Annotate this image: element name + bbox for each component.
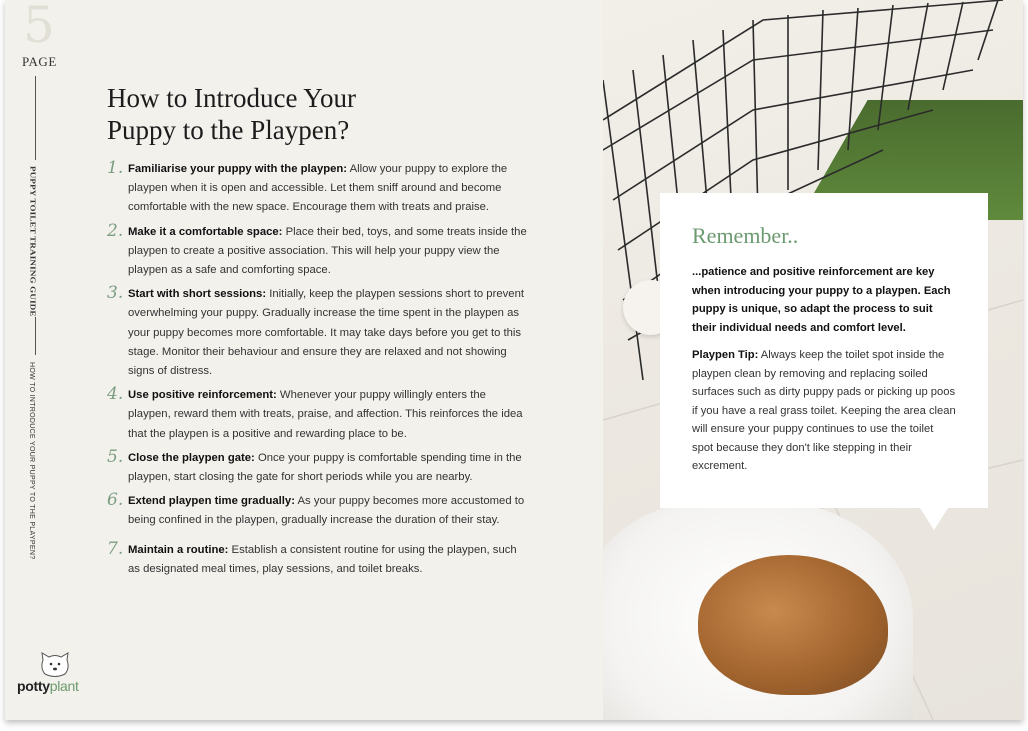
section-title: HOW TO INTRODUCE YOUR PUPPY TO THE PLAYPEN? — [28, 362, 35, 560]
step-number: 3. — [107, 283, 124, 304]
divider — [35, 76, 36, 160]
step-text: Whenever your puppy willingly enters the playpen, reward them with treats, praise, and affection. This reinforces the idea that the playpen is a positive and rewarding place to be. — [128, 389, 523, 440]
playpen-tip — [692, 346, 956, 476]
step-text: Establish a consistent routine for using the playpen, such as designated meal times, play sessions, and toilet breaks. — [128, 543, 517, 575]
step-heading: Extend playpen time gradually: — [128, 495, 295, 508]
step-number: 4. — [107, 384, 124, 405]
step-text: Initially, keep the playpen sessions short to prevent overwhelming your puppy. Gradually increase the time spent in the playpen as your puppy becomes more comfortable. It may take days before you get to this stage. Monitor their behaviour and ensure they are relaxed and not showing signs of distress. — [128, 288, 524, 378]
step-number: 5. — [107, 446, 124, 467]
puppy — [698, 555, 888, 695]
step-text: Place their bed, toys, and some treats inside the playpen to create a positive association. This will help your puppy view the playpen as a safe and comforting space. — [128, 225, 527, 277]
remember-callout — [660, 193, 988, 508]
step-heading: Familiarise your puppy with the playpen: — [128, 163, 348, 175]
page-title: How to Introduce Your Puppy to the Playpen? — [107, 83, 356, 145]
step-heading: Start with short sessions: — [128, 288, 267, 301]
page-number: 5 — [23, 0, 55, 54]
page-label: PAGE — [22, 54, 57, 69]
list-item — [107, 538, 527, 579]
divider — [35, 317, 36, 355]
step-number: 7. — [107, 538, 124, 559]
guide-title: PUPPY TOILET TRAINING GUIDE — [28, 166, 38, 317]
tip-label: Playpen Tip: — [692, 349, 759, 361]
steps-list — [107, 160, 527, 584]
list-item — [107, 492, 527, 530]
list-item — [107, 160, 527, 218]
step-text: As your puppy becomes more accustomed to being confined in the playpen, gradually increase the duration of their stay. — [128, 495, 525, 527]
brochure-spread — [5, 0, 1023, 720]
list-item — [107, 220, 527, 281]
step-number: 2. — [107, 220, 124, 241]
logo-text-potty: potty — [17, 678, 50, 694]
step-number: 1. — [107, 158, 124, 178]
step-text: Allow your puppy to explore the playpen when it is open and accessible. Let them sniff around and become comfortable with the new space. Encourage them with treats and praise. — [128, 163, 508, 214]
callout-title: Remember.. — [692, 223, 799, 248]
step-text: Once your puppy is comfortable spending time in the playpen, start closing the gate for short periods while you are nearby. — [128, 451, 522, 484]
left-page — [5, 0, 603, 720]
step-heading: Close the playpen gate: — [128, 451, 255, 464]
step-heading: Maintain a routine: — [128, 543, 229, 556]
pottyplant-logo — [17, 650, 97, 694]
logo-text-plant: plant — [49, 678, 79, 694]
list-item — [107, 446, 527, 487]
callout-lead: ...patience and positive reinforcement are key when introducing your puppy to a playpen. Each puppy is unique, so adapt the process to suit their individual needs and comfort level. — [692, 266, 951, 334]
list-item — [107, 386, 527, 444]
tip-text: Always keep the toilet spot inside the playpen clean by removing and replacing soiled surfaces such as dirty puppy pads or picking up poos if you have a real grass toilet. Keeping the area clean will ensure your puppy continues to use the toilet spot because they don't like stepping in their excrement. — [692, 349, 956, 472]
callout-tail — [920, 508, 948, 530]
dog-face-icon — [39, 650, 71, 678]
list-item — [107, 285, 527, 381]
step-number: 6. — [107, 490, 124, 511]
step-heading: Make it a comfortable space: — [128, 225, 283, 238]
photo-page — [603, 0, 1023, 720]
step-heading: Use positive reinforcement: — [128, 389, 277, 402]
